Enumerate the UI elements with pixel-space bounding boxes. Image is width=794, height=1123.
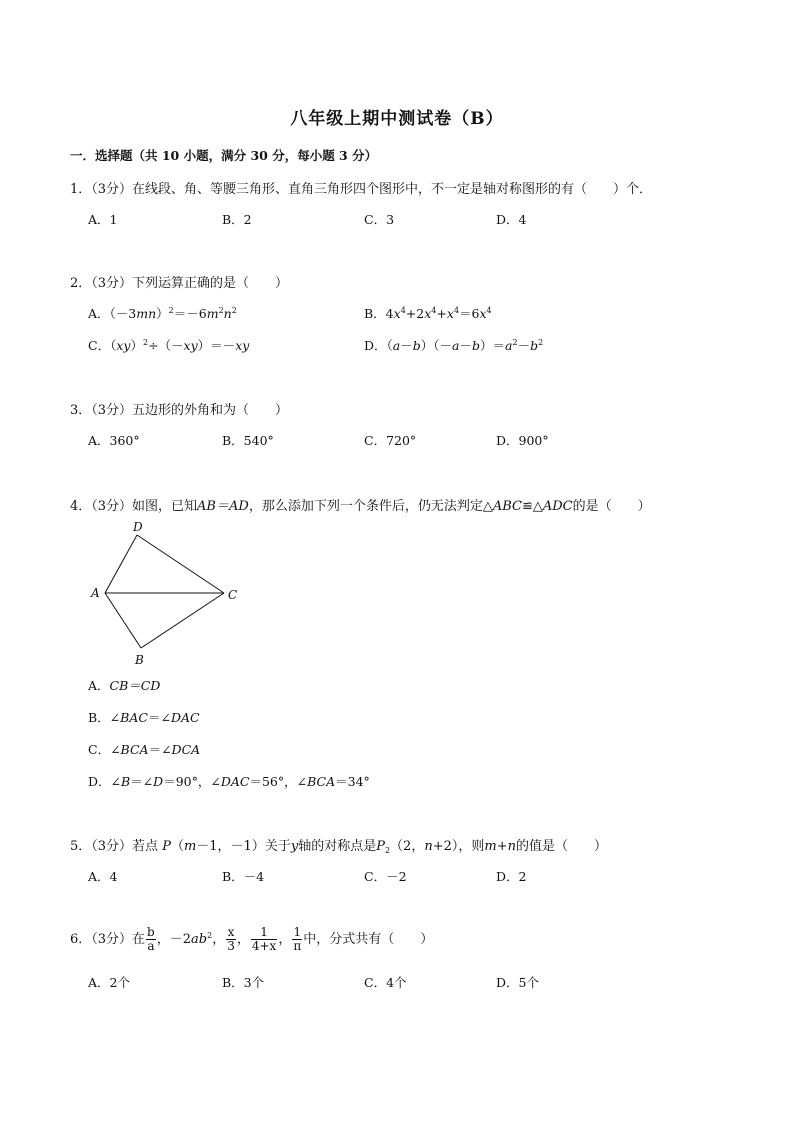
fraction-1-over-pi — [292, 926, 302, 953]
q1-option-d[interactable]: D．4 — [496, 212, 527, 227]
q4-triangle-1: ABC — [492, 499, 522, 514]
q4-option-c[interactable] — [88, 740, 200, 758]
q1-option-b[interactable]: B．2 — [222, 212, 252, 227]
q6-text: ， — [212, 932, 226, 947]
q2b-text: + — [436, 306, 447, 321]
q2b-var: x — [446, 306, 454, 321]
page-title: 八年级上期中测试卷（B） — [290, 109, 504, 129]
q5-var: n — [424, 839, 433, 854]
q2b-var: x — [479, 306, 487, 321]
q4b-var: DAC — [170, 710, 200, 725]
q3-option-d[interactable]: D．900° — [496, 433, 549, 448]
q4c-text: ＝∠ — [148, 742, 172, 757]
q4b-text: ＝∠ — [147, 710, 171, 725]
q2d-var: b — [472, 338, 481, 353]
vertex-label-d: D — [133, 520, 143, 534]
fraction-numerator: x — [227, 925, 235, 939]
q2a-var: n — [223, 306, 232, 321]
q4d-var: B — [121, 774, 131, 789]
q2d-exp: 2 — [512, 338, 518, 347]
q5-text: （ — [170, 839, 184, 854]
q5-text: + — [496, 839, 508, 854]
q2-option-b[interactable] — [364, 304, 492, 322]
vertex-label-c: C — [228, 588, 238, 602]
q4c-var: BCA — [120, 742, 149, 757]
q2c-var: xy — [235, 338, 250, 353]
q4c-var: DCA — [171, 742, 201, 757]
q5-var: n — [507, 839, 516, 854]
q2d-text: D．（ — [364, 338, 393, 353]
q5-text: （2， — [390, 839, 425, 854]
fraction-b-over-a — [146, 926, 156, 953]
fraction-numerator: 1 — [293, 925, 302, 939]
q6-text: ， — [236, 932, 250, 947]
q5-option-c[interactable]: C．－2 — [364, 869, 407, 884]
q4a-expr: CB＝CD — [109, 678, 161, 693]
fraction-denominator: a — [147, 939, 155, 953]
q2b-exp: 4 — [486, 306, 492, 315]
q2c-text: C．（ — [88, 338, 117, 353]
q6-text: 6．（3分）在 — [70, 932, 146, 947]
q4-text: ≌△ — [521, 499, 543, 514]
q2b-text: B．4 — [364, 306, 394, 321]
q3-option-a[interactable]: A．360° — [88, 433, 140, 448]
q2b-text: ＝6 — [459, 306, 480, 321]
q6-option-d[interactable]: D．5个 — [496, 975, 539, 990]
quadrilateral-figure — [86, 516, 256, 672]
q2d-text: － — [459, 338, 472, 353]
q6-text: 中，分式共有（ ） — [303, 932, 434, 947]
vertex-label-a: A — [91, 586, 100, 600]
q4a-text: A． — [88, 678, 110, 693]
question-4 — [70, 495, 651, 514]
q5-text: 的值是（ ） — [515, 839, 607, 854]
q4b-var: BAC — [120, 710, 148, 725]
q5-text: 轴的对称点是 — [298, 839, 377, 854]
q5-text: 5．（3分）若点 — [70, 839, 163, 854]
q6-text: ， — [278, 932, 292, 947]
q2d-var: a — [452, 338, 460, 353]
q2d-var: b — [412, 338, 421, 353]
edge-bc — [141, 593, 224, 648]
q6-option-b[interactable]: B．3个 — [222, 975, 265, 990]
vertex-label-b: B — [135, 653, 144, 667]
q4d-text: ＝34° — [335, 774, 370, 789]
q2a-text: ） — [156, 306, 169, 321]
q2c-var: xy — [183, 338, 198, 353]
q2b-exp: 4 — [431, 306, 437, 315]
q2d-var: a — [505, 338, 513, 353]
fraction-numerator: 1 — [251, 926, 277, 940]
q2d-var: b — [530, 338, 539, 353]
q2c-text: ） — [130, 338, 143, 353]
q1-option-a[interactable]: A．1 — [88, 212, 118, 227]
fraction-denominator: 4+x — [251, 939, 277, 953]
q5-var: P — [376, 839, 385, 854]
q5-option-a[interactable]: A．4 — [88, 869, 118, 884]
q2a-exp: 2 — [231, 306, 237, 315]
q2c-exp: 2 — [142, 338, 149, 347]
q4d-text: D．∠ — [88, 774, 121, 789]
q2c-text: ）＝－ — [197, 338, 236, 353]
q4d-var: D — [153, 774, 164, 789]
q3-option-c[interactable]: C．720° — [364, 433, 417, 448]
q2b-exp: 4 — [453, 306, 460, 315]
q6-option-a[interactable]: A．2个 — [88, 975, 130, 990]
q2a-var: m — [206, 306, 219, 321]
q6-option-c[interactable]: C．4个 — [364, 975, 407, 990]
q2-option-c[interactable] — [88, 336, 249, 354]
q2c-var: xy — [116, 338, 131, 353]
q4d-text: ＝90°，∠ — [163, 774, 221, 789]
fraction-denominator: π — [293, 939, 302, 953]
fraction-x-over-3 — [226, 926, 236, 953]
q2-option-d[interactable] — [364, 336, 543, 354]
q2c-text: ÷（－ — [148, 338, 184, 353]
q5-subscript: 2 — [384, 846, 391, 855]
q2a-text: ＝－6 — [173, 306, 207, 321]
q4d-text: ＝∠ — [130, 774, 154, 789]
q4b-text: B．∠ — [88, 710, 121, 725]
q2b-var: x — [424, 306, 432, 321]
q4-text: ，那么添加下列一个条件后，仍无法判定△ — [248, 499, 493, 514]
q5-var: m — [183, 839, 197, 854]
question-5 — [70, 835, 607, 854]
q4-option-a[interactable] — [88, 676, 160, 694]
q2a-text: A．（－3 — [88, 306, 137, 321]
q2d-var: a — [392, 338, 401, 353]
q5-var: y — [290, 839, 299, 854]
q2d-text: ）（－ — [420, 338, 453, 353]
q4d-var: DAC — [220, 774, 250, 789]
q5-option-b[interactable]: B．－4 — [222, 869, 265, 884]
q4-condition: AB＝AD — [197, 499, 249, 514]
q4d-text: ＝56°，∠ — [249, 774, 308, 789]
q2d-text: － — [400, 338, 413, 353]
fraction-1-over-4-plus-x — [251, 926, 277, 953]
q2b-text: +2 — [405, 306, 425, 321]
q5-text: +2），则 — [432, 839, 485, 854]
q2a-exp: 2 — [218, 306, 224, 315]
edge-ad — [105, 535, 137, 593]
q6-var: ab — [191, 932, 208, 947]
q4-option-b[interactable] — [88, 708, 200, 726]
q4-text: 4．（3分）如图，已知 — [70, 499, 198, 514]
q2d-exp: 2 — [538, 338, 544, 347]
q2d-text: － — [517, 338, 531, 353]
q2d-text: ）＝ — [480, 338, 506, 353]
q6-exp: 2 — [207, 931, 213, 940]
edge-ab — [105, 593, 141, 648]
fraction-numerator: b — [147, 925, 155, 939]
edge-dc — [137, 535, 224, 593]
q5-var: P — [162, 839, 171, 854]
q4-option-d[interactable] — [88, 772, 370, 790]
q5-option-d[interactable]: D．2 — [496, 869, 527, 884]
q4-text: 的是（ ） — [572, 499, 651, 514]
q2a-var: mn — [136, 306, 157, 321]
question-1: 1．（3分）在线段、角、等腰三角形、直角三角形四个图形中，不一定是轴对称图形的有（ ）个． — [70, 182, 653, 197]
q6-text: ，－2 — [156, 932, 192, 947]
q3-option-b[interactable]: B．540° — [222, 433, 274, 448]
question-3: 3．（3分）五边形的外角和为（ ） — [70, 403, 289, 418]
q1-option-c[interactable]: C．3 — [364, 212, 395, 227]
question-6 — [70, 926, 433, 953]
q4-triangle-2: ADC — [542, 499, 573, 514]
q2b-var: x — [393, 306, 401, 321]
q2b-exp: 4 — [400, 306, 406, 315]
q4d-var: BCA — [307, 774, 336, 789]
q5-text: －1，－1）关于 — [196, 839, 291, 854]
fraction-denominator: 3 — [227, 939, 235, 953]
q5-var: m — [484, 839, 497, 854]
q2a-exp: 2 — [168, 306, 174, 315]
q4c-text: C．∠ — [88, 742, 121, 757]
section-heading: 一．选择题（共 10 小题，满分 30 分，每小题 3 分） — [70, 148, 378, 163]
q2-option-a[interactable] — [88, 304, 237, 322]
question-2: 2．（3分）下列运算正确的是（ ） — [70, 276, 289, 291]
